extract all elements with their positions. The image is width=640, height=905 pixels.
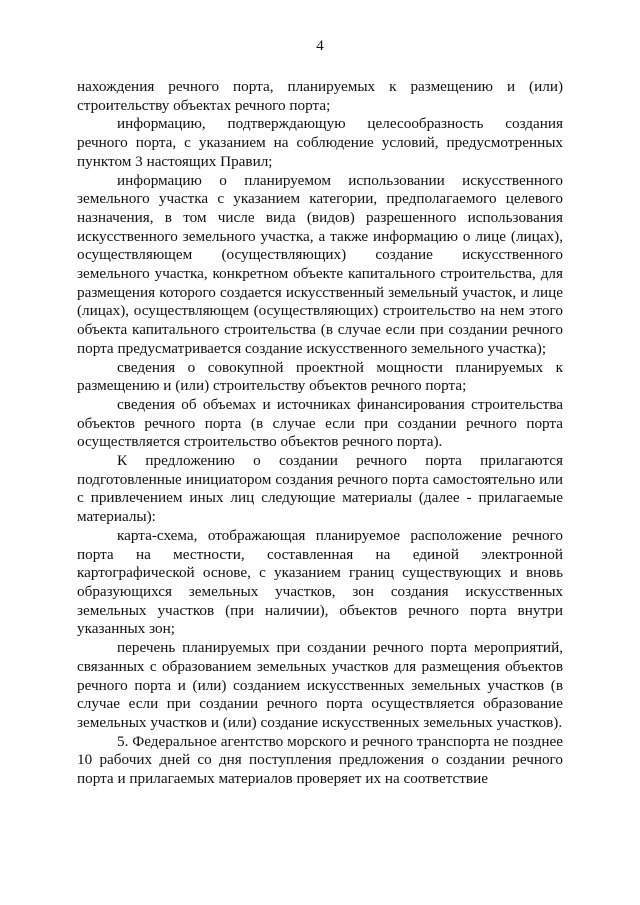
paragraph-7: карта-схема, отображающая планируемое расположение речного порта на местности, составленная на единой электронной картографической основе, с указанием границ существующих и вновь образующихся земельных участков, зон создания искусственных земельных участков (при наличии), объектов речного порта внутри указанных зон; [77, 526, 563, 638]
page-number: 4 [316, 38, 324, 54]
paragraph-3: информацию о планируемом использовании искусственного земельного участка с указанием категории, предполагаемого целевого назначения, в том числе вида (видов) разрешенного использования искусственного земельного участка, а также информацию о лице (лицах), осуществляющем (осуществляющих) создание искусственного земельного участка, конкретном объекте капитального строительства, для размещения которого создается искусственный земельный участок, и лице (лицах), осуществляющем (осуществляющих) строительство на нем этого объекта капитального строительства (в случае если при создании речного порта предусматривается создание искусственного земельного участка); [77, 171, 563, 357]
paragraph-5: сведения об объемах и источниках финансирования строительства объектов речного порта (в случае если при создании речного порта осуществляется строительство объектов речного порта). [77, 395, 563, 451]
paragraph-2: информацию, подтверждающую целесообразность создания речного порта, с указанием на соблюдение условий, предусмотренных пунктом 3 настоящих Правил; [77, 115, 563, 170]
document-body [77, 78, 563, 789]
paragraph-9: 5. Федеральное агентство морского и речного транспорта не позднее 10 рабочих дней со дня поступления предложения о создании речного порта и прилагаемых материалов проверяет их на соответствие [77, 732, 563, 788]
paragraph-1: нахождения речного порта, планируемых к размещению и (или) строительству объектах речного порта; [77, 78, 563, 114]
paragraph-8: перечень планируемых при создании речного порта мероприятий, связанных с образованием земельных участков для размещения объектов речного порта и (или) созданием искусственных земельных участков (в случае если при создании речного порта осуществляется образование земельных участков и (или) создание искусственных земельных участков). [77, 639, 563, 731]
paragraph-4: сведения о совокупной проектной мощности планируемых к размещению и (или) строительству объектов речного порта; [77, 358, 563, 395]
paragraph-6: К предложению о создании речного порта прилагаются подготовленные инициатором создания речного порта самостоятельно или с привлечением иных лиц следующие материалы (далее - прилагаемые материалы): [77, 452, 563, 526]
